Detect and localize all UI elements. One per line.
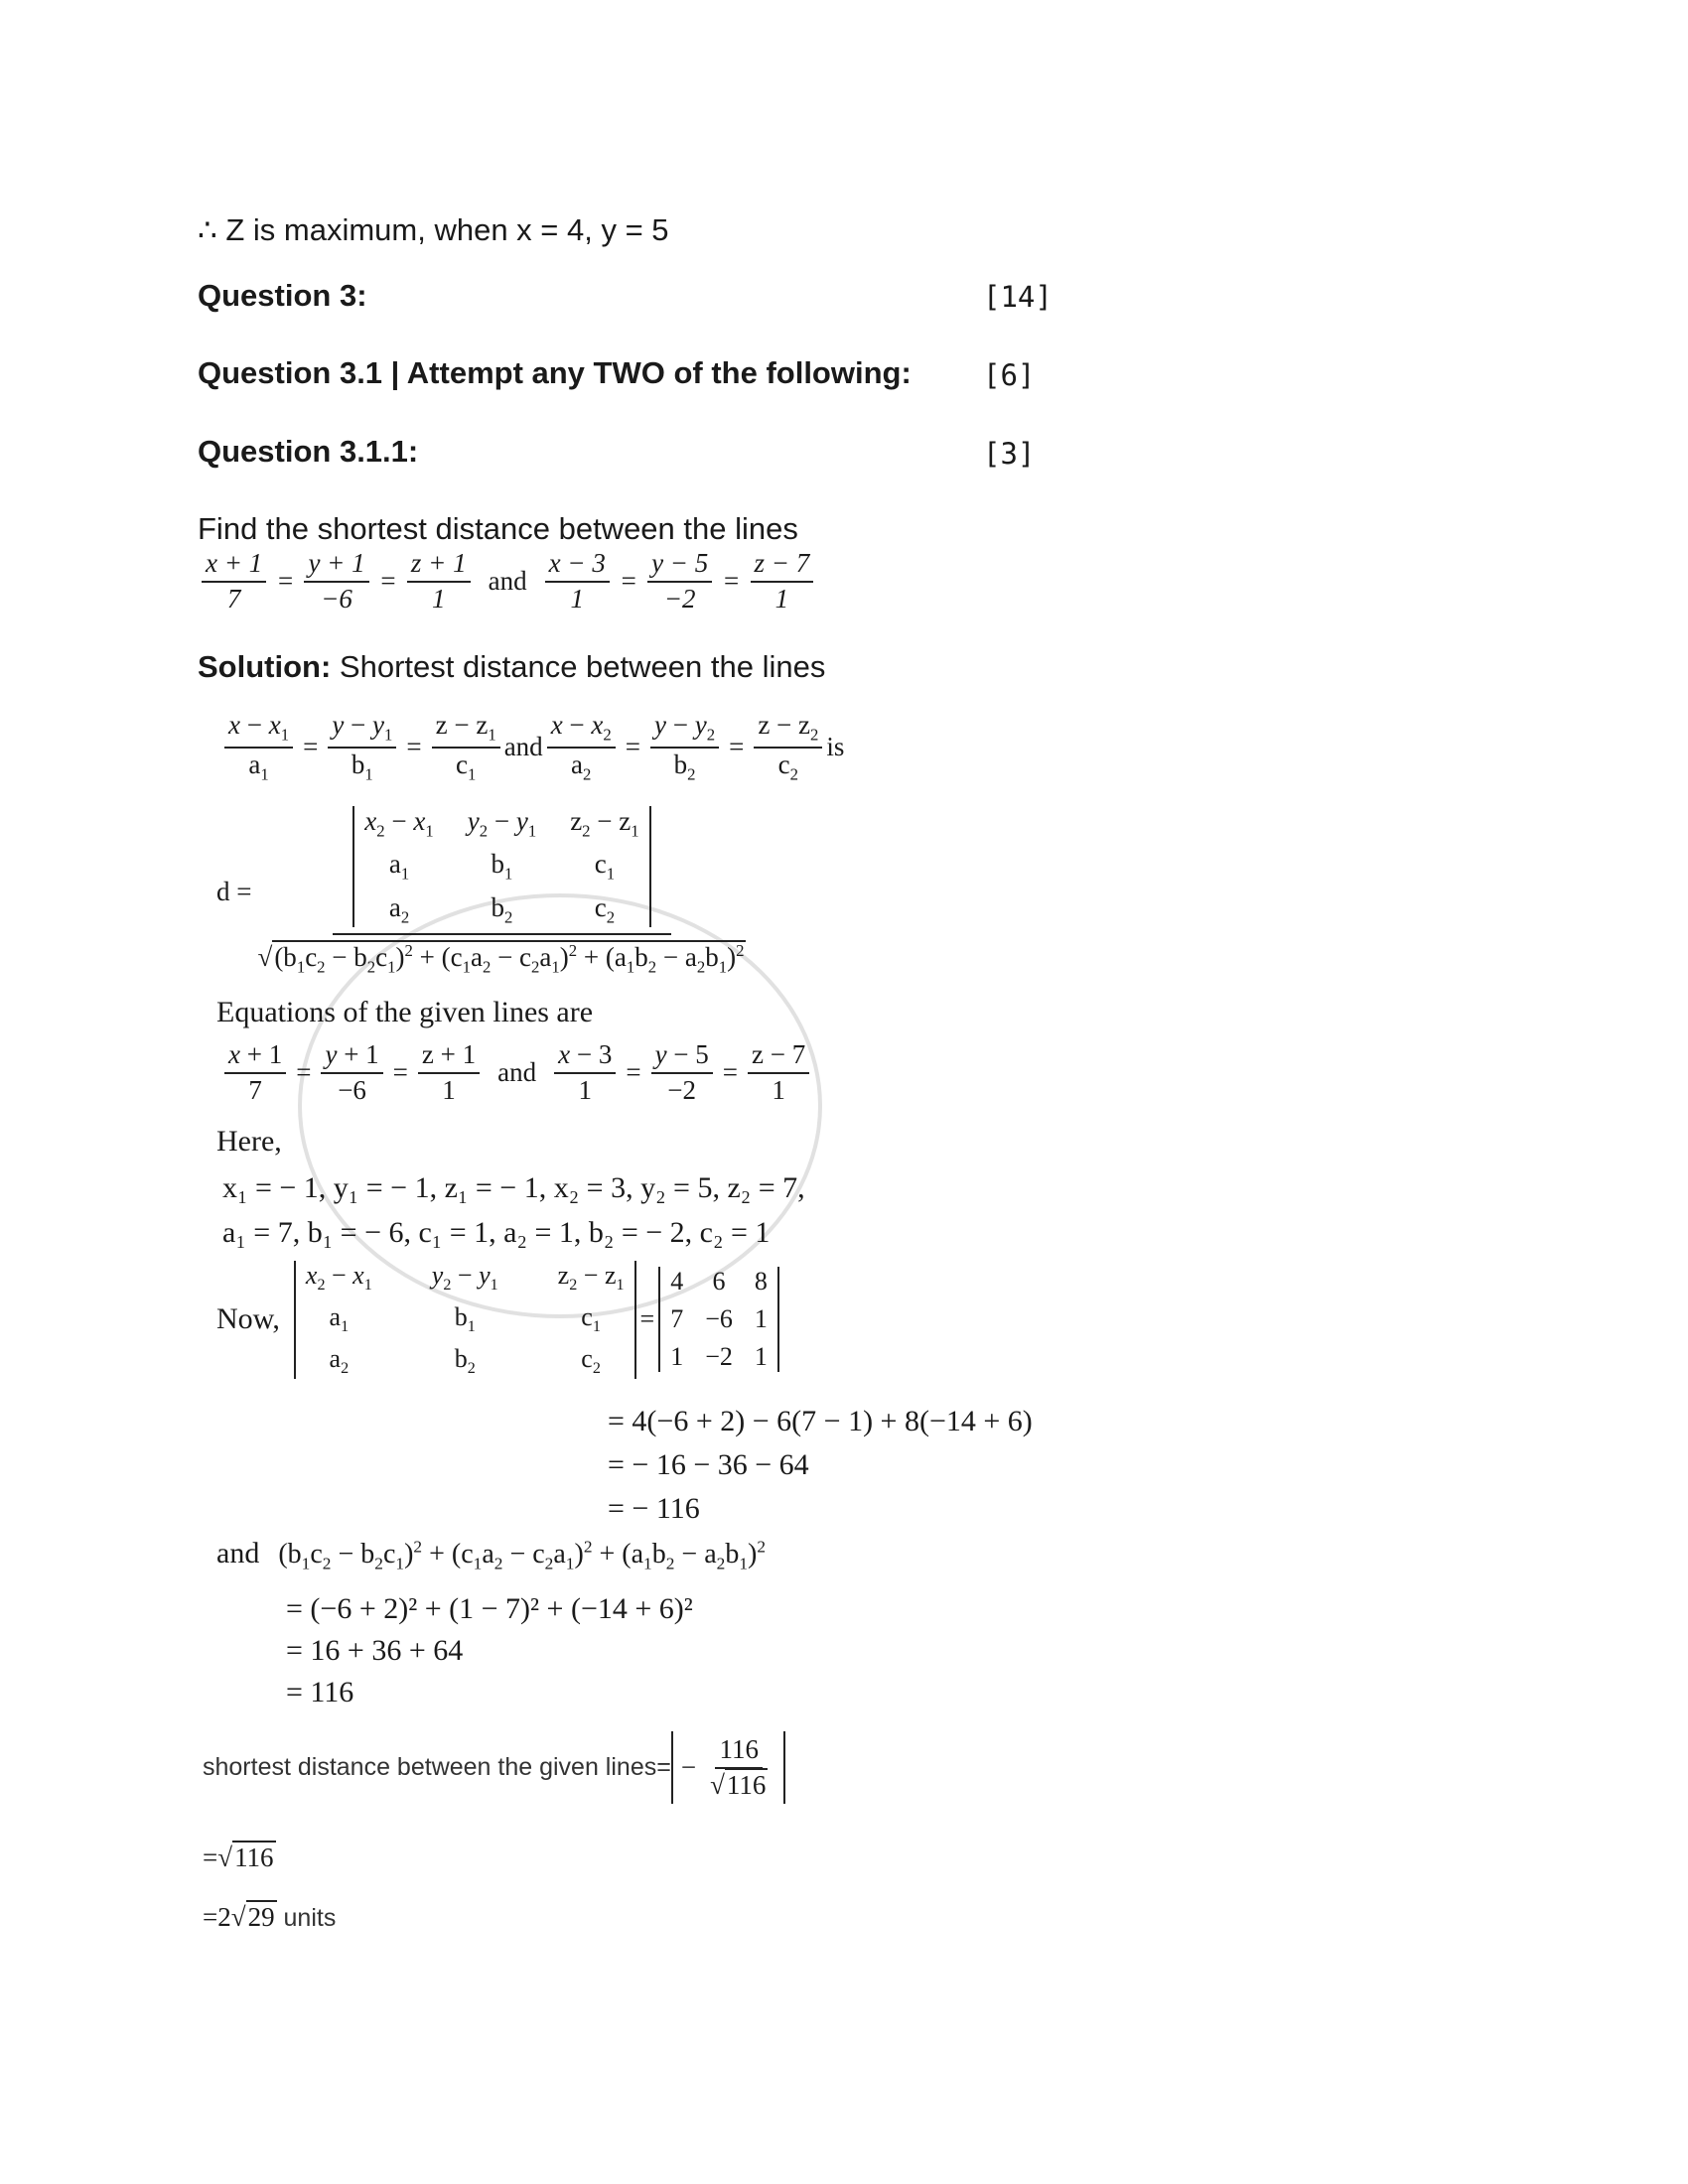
determinant-evaluation: Now, $x_2 - x_1$ $y_2 - y_1$ $z_2 - z_1$ $a_1$ $b_1$ $c_1$ $a_2$ $b_2$ $c_2$ = 4 6 8 7 −6 1 1 −2 1 <box>216 1261 779 1379</box>
step-line: = − 116 <box>608 1492 700 1525</box>
solution-label: Solution: <box>198 649 332 684</box>
fraction: $\frac{z + 1}{1}$ <box>407 549 471 614</box>
solution-intro <box>198 649 825 685</box>
denominator-expression: and $(b_1c_2 - b_2c_1)^2 + (c_1a_2 - c_2a_1)^2 + (a_1b_2 - a_2b_1)^2$ <box>216 1537 767 1573</box>
question-3-1-heading: Question 3.1 | Attempt any TWO of the following: <box>198 355 912 390</box>
step-line: = 116 <box>286 1676 354 1708</box>
matrix-cell: 1 <box>754 1342 768 1372</box>
symbolic-determinant: $x_2 - x_1$ $y_2 - y_1$ $z_2 - z_1$ $a_1$ $b_1$ $c_1$ $a_2$ $b_2$ $c_2$ <box>352 806 650 927</box>
and-word: and <box>488 566 527 597</box>
matrix-cell: −6 <box>705 1304 733 1334</box>
fraction: $\frac{y + 1}{-6}$ <box>304 549 368 614</box>
and-word: and <box>497 1057 537 1088</box>
values-row-1: x₁ = − 1, y₁ = − 1, z₁ = − 1, x₂ = 3, y₂ = 5, z₂ = 7, <box>222 1171 805 1204</box>
matrix-cell: 8 <box>754 1267 768 1297</box>
and-word: and <box>503 732 543 762</box>
problem-lines-equation: $\frac{x + 1}{7}$ = $\frac{y + 1}{-6}$ = $\frac{z + 1}{1}$ and $\frac{x - 3}{1}$ = $\frac{y - 5}{-2}$ = $\frac{z - 7}{1}$ <box>198 549 817 614</box>
final-label: shortest distance between the given lines= <box>203 1753 671 1782</box>
symbolic-determinant: $x_2 - x_1$ $y_2 - y_1$ $z_2 - z_1$ $a_1$ $b_1$ $c_1$ $a_2$ $b_2$ $c_2$ <box>294 1261 636 1379</box>
is-word: is <box>826 732 845 762</box>
step-line: = 4(−6 + 2) − 6(7 − 1) + 8(−14 + 6) <box>608 1405 1033 1437</box>
and-word: and <box>216 1537 260 1570</box>
matrix-cell: 4 <box>670 1267 684 1297</box>
matrix-cell: −2 <box>705 1342 733 1372</box>
equations-label: Equations of the given lines are <box>216 996 594 1028</box>
values-row-2: a₁ = 7, b₁ = − 6, c₁ = 1, a₂ = 1, b₂ = − 2, c₂ = 1 <box>222 1216 771 1249</box>
step-line: = (−6 + 2)² + (1 − 7)² + (−14 + 6)² <box>286 1592 693 1625</box>
final-answer: shortest distance between the given lines= − $\frac{116}{√116}$ <box>203 1731 785 1804</box>
question-3-1-marks: [6] <box>983 358 1036 392</box>
fraction: $\frac{y - 5}{-2}$ <box>647 549 712 614</box>
fraction: $\frac{z - 7}{1}$ <box>751 549 814 614</box>
matrix-cell: 6 <box>712 1267 726 1297</box>
final-fraction: $\frac{116}{√116}$ <box>710 1734 767 1800</box>
question-3-1-1-marks: [3] <box>983 437 1036 471</box>
numeric-determinant <box>658 1267 779 1372</box>
fraction: $\frac{x + 1}{7}$ <box>202 549 266 614</box>
solution-text: Shortest distance between the lines <box>331 649 826 684</box>
question-3-heading: Question 3: <box>198 278 367 313</box>
here-label: Here, <box>216 1125 282 1158</box>
result-line-2: =2√29 units <box>203 1902 337 1932</box>
previous-conclusion: ∴ Z is maximum, when x = 4, y = 5 <box>198 212 669 247</box>
d-label: d = <box>216 876 252 906</box>
denominator-steps <box>286 1588 693 1713</box>
matrix-cell: 1 <box>670 1342 684 1372</box>
given-lines-equation: $\frac{x + 1}{7}$ = $\frac{y + 1}{-6}$ = $\frac{z + 1}{1}$ and $\frac{x - 3}{1}$ = $\frac{y - 5}{-2}$ = $\frac{z - 7}{1}$ <box>220 1040 813 1105</box>
question-3-1-1-heading: Question 3.1.1: <box>198 434 419 469</box>
step-line: = 16 + 36 + 64 <box>286 1634 464 1667</box>
determinant-steps <box>608 1400 1033 1531</box>
question-3-marks: [14] <box>983 280 1053 314</box>
result-line-1: =√116 <box>203 1843 274 1872</box>
distance-formula: d = $x_2 - x_1$ $y_2 - y_1$ $z_2 - z_1$ $a_1$ $b_1$ $c_1$ $a_2$ $b_2$ $c_2$ $√(b_1c_2 - b_2c_1)^2 + (c_1a_2 - c_2a_1)^2 + (a_1b_2 - a_2b_1)^2$ <box>216 806 745 977</box>
step-line: = − 16 − 36 − 64 <box>608 1448 809 1481</box>
general-lines-equation: $\frac{x - x_1}{a_1}$ = $\frac{y - y_1}{b_1}$ = $\frac{z - z_1}{c_1}$ and $\frac{x - x_2}{a_2}$ = $\frac{y - y_2}{b_2}$ = $\frac{z - z_2}{c_2}$ is <box>220 711 844 784</box>
matrix-cell: 1 <box>754 1304 768 1334</box>
matrix-cell: 7 <box>670 1304 684 1334</box>
fraction: $\frac{x - 3}{1}$ <box>545 549 610 614</box>
now-label: Now, <box>216 1302 280 1336</box>
problem-text: Find the shortest distance between the lines <box>198 511 798 546</box>
